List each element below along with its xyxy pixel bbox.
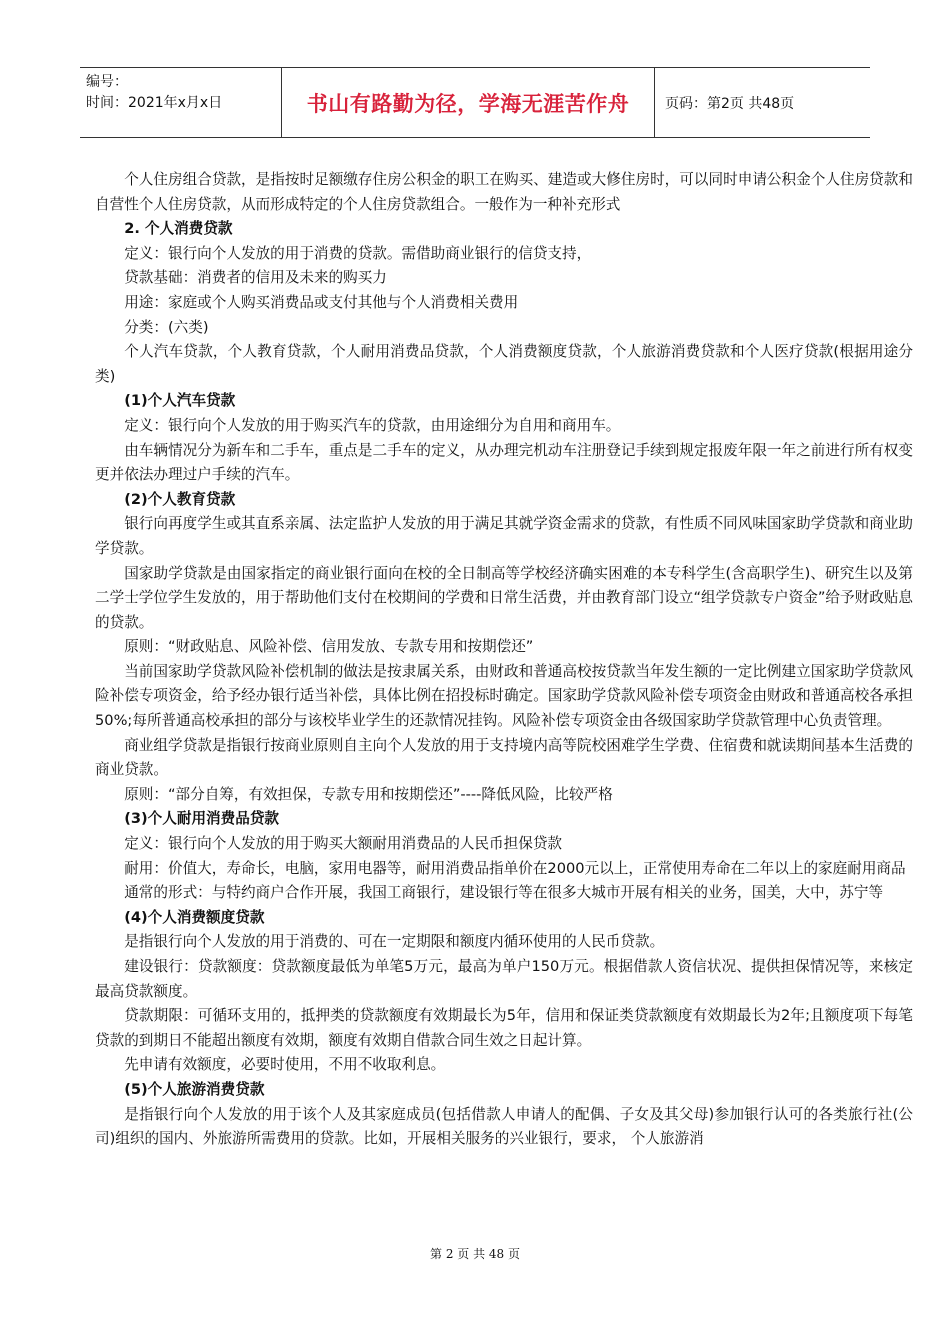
body-paragraph: 当前国家助学贷款风险补偿机制的做法是按隶属关系，由财政和普通高校按贷款当年发生额的一定比例建立国家助学贷款风险补偿专项资金，给予经办银行适当补偿，具体比例在招投标时确定。国家助学贷款风险补偿专项资金由财政和普通高校各承担50%;每所普通高校承担的部分与该校毕业学生的还款情况挂钩。风险补偿专项资金由各级国家助学贷款管理中心负责管理。 [95, 662, 913, 730]
page-footer: 第 2 页 共 48 页 [430, 1247, 520, 1261]
doc-id-label: 编号： [86, 74, 128, 90]
document-body [95, 168, 913, 1152]
section-heading: (3)个人耐用消费品贷款 [124, 810, 280, 828]
body-paragraph: 是指银行向个人发放的用于消费的、可在一定期限和额度内循环使用的人民币贷款。 [124, 933, 665, 951]
body-paragraph: 定义：银行向个人发放的用于消费的贷款。需借助商业银行的信贷支持， [124, 244, 592, 262]
body-paragraph: 先申请有效额度，必要时使用，不用不收取利息。 [124, 1056, 446, 1074]
header-motto-cell [282, 68, 655, 137]
body-paragraph: 耐用：价值大，寿命长，电脑，家用电器等，耐用消费品指单价在2000元以上，正常使用寿命在二年以上的家庭耐用商品 [124, 859, 906, 877]
body-paragraph: 贷款基础：消费者的信用及未来的购买力 [124, 269, 387, 287]
header-motto: 书山有路勤为径，学海无涯苦作舟 [306, 91, 630, 116]
body-paragraph: 原则：“财政贴息、风险补偿、信用发放、专款专用和按期偿还” [124, 638, 534, 656]
body-paragraph: 贷款期限：可循环支用的，抵押类的贷款额度有效期最长为5年，信用和保证类贷款额度有效期最长为2年;且额度项下每笔贷款的到期日不能超出额度有效期，额度有效期自借款合同生效之日起计算。 [95, 1007, 913, 1049]
doc-date: 时间：2021年x月x日 [86, 95, 223, 111]
section-heading: 2. 个人消费贷款 [124, 220, 233, 238]
section-heading: (5)个人旅游消费贷款 [124, 1080, 265, 1098]
body-paragraph: 个人汽车贷款，个人教育贷款，个人耐用消费品贷款，个人消费额度贷款，个人旅游消费贷款和个人医疗贷款(根据用途分类) [95, 343, 913, 385]
body-paragraph: 个人住房组合贷款，是指按时足额缴存住房公积金的职工在购买、建造或大修住房时，可以同时申请公积金个人住房贷款和自营性个人住房贷款，从而形成特定的个人住房贷款组合。一般作为一种补充形式 [95, 171, 913, 213]
body-paragraph: 通常的形式：与特约商户合作开展，我国工商银行，建设银行等在很多大城市开展有相关的业务，国美，大中，苏宁等 [124, 884, 884, 902]
page-header [80, 67, 870, 138]
body-paragraph: 国家助学贷款是由国家指定的商业银行面向在校的全日制高等学校经济确实困难的本专科学生(含高职学生)、研究生以及第二学士学位学生发放的，用于帮助他们支付在校期间的学费和日常生活费，并由教育部门设立“组学贷款专户资金”给予财政贴息的贷款。 [95, 564, 913, 631]
header-info-cell [80, 68, 282, 137]
body-paragraph: 是指银行向个人发放的用于该个人及其家庭成员(包括借款人申请人的配偶、子女及其父母)参加银行认可的各类旅行社(公司)组织的国内、外旅游所需费用的贷款。比如，开展相关服务的兴业银行，要求， 个人旅游消 [95, 1105, 913, 1148]
body-paragraph: 分类：(六类) [124, 318, 209, 336]
body-paragraph: 建设银行：贷款额度：贷款额度最低为单笔5万元，最高为单户150万元。根据借款人资信状况、提供担保情况等，来核定最高贷款额度。 [95, 958, 913, 1000]
section-heading: (2)个人教育贷款 [124, 490, 236, 508]
body-paragraph: 银行向再度学生或其直系亲属、法定监护人发放的用于满足其就学资金需求的贷款，有性质不同风味国家助学贷款和商业助学贷款。 [95, 515, 913, 557]
body-paragraph: 由车辆情况分为新车和二手车，重点是二手车的定义，从办理完机动车注册登记手续到规定报废年限一年之前进行所有权变更并依法办理过户手续的汽车。 [95, 441, 913, 484]
section-heading: (4)个人消费额度贷款 [124, 908, 265, 926]
body-paragraph: 用途：家庭或个人购买消费品或支付其他与个人消费相关费用 [124, 293, 519, 311]
body-paragraph: 定义：银行向个人发放的用于购买大额耐用消费品的人民币担保贷款 [124, 835, 563, 853]
section-heading: (1)个人汽车贷款 [124, 392, 236, 410]
header-page-number: 页码：第2页 共48页 [665, 95, 795, 112]
body-paragraph: 原则：“部分自筹，有效担保，专款专用和按期偿还”----降低风险，比较严格 [124, 785, 613, 803]
body-paragraph: 定义：银行向个人发放的用于购买汽车的贷款，由用途细分为自用和商用车。 [124, 416, 621, 434]
body-paragraph: 商业组学贷款是指银行按商业原则自主向个人发放的用于支持境内高等院校困难学生学费、住宿费和就读期间基本生活费的商业贷款。 [95, 736, 913, 779]
header-page-cell [655, 68, 870, 137]
